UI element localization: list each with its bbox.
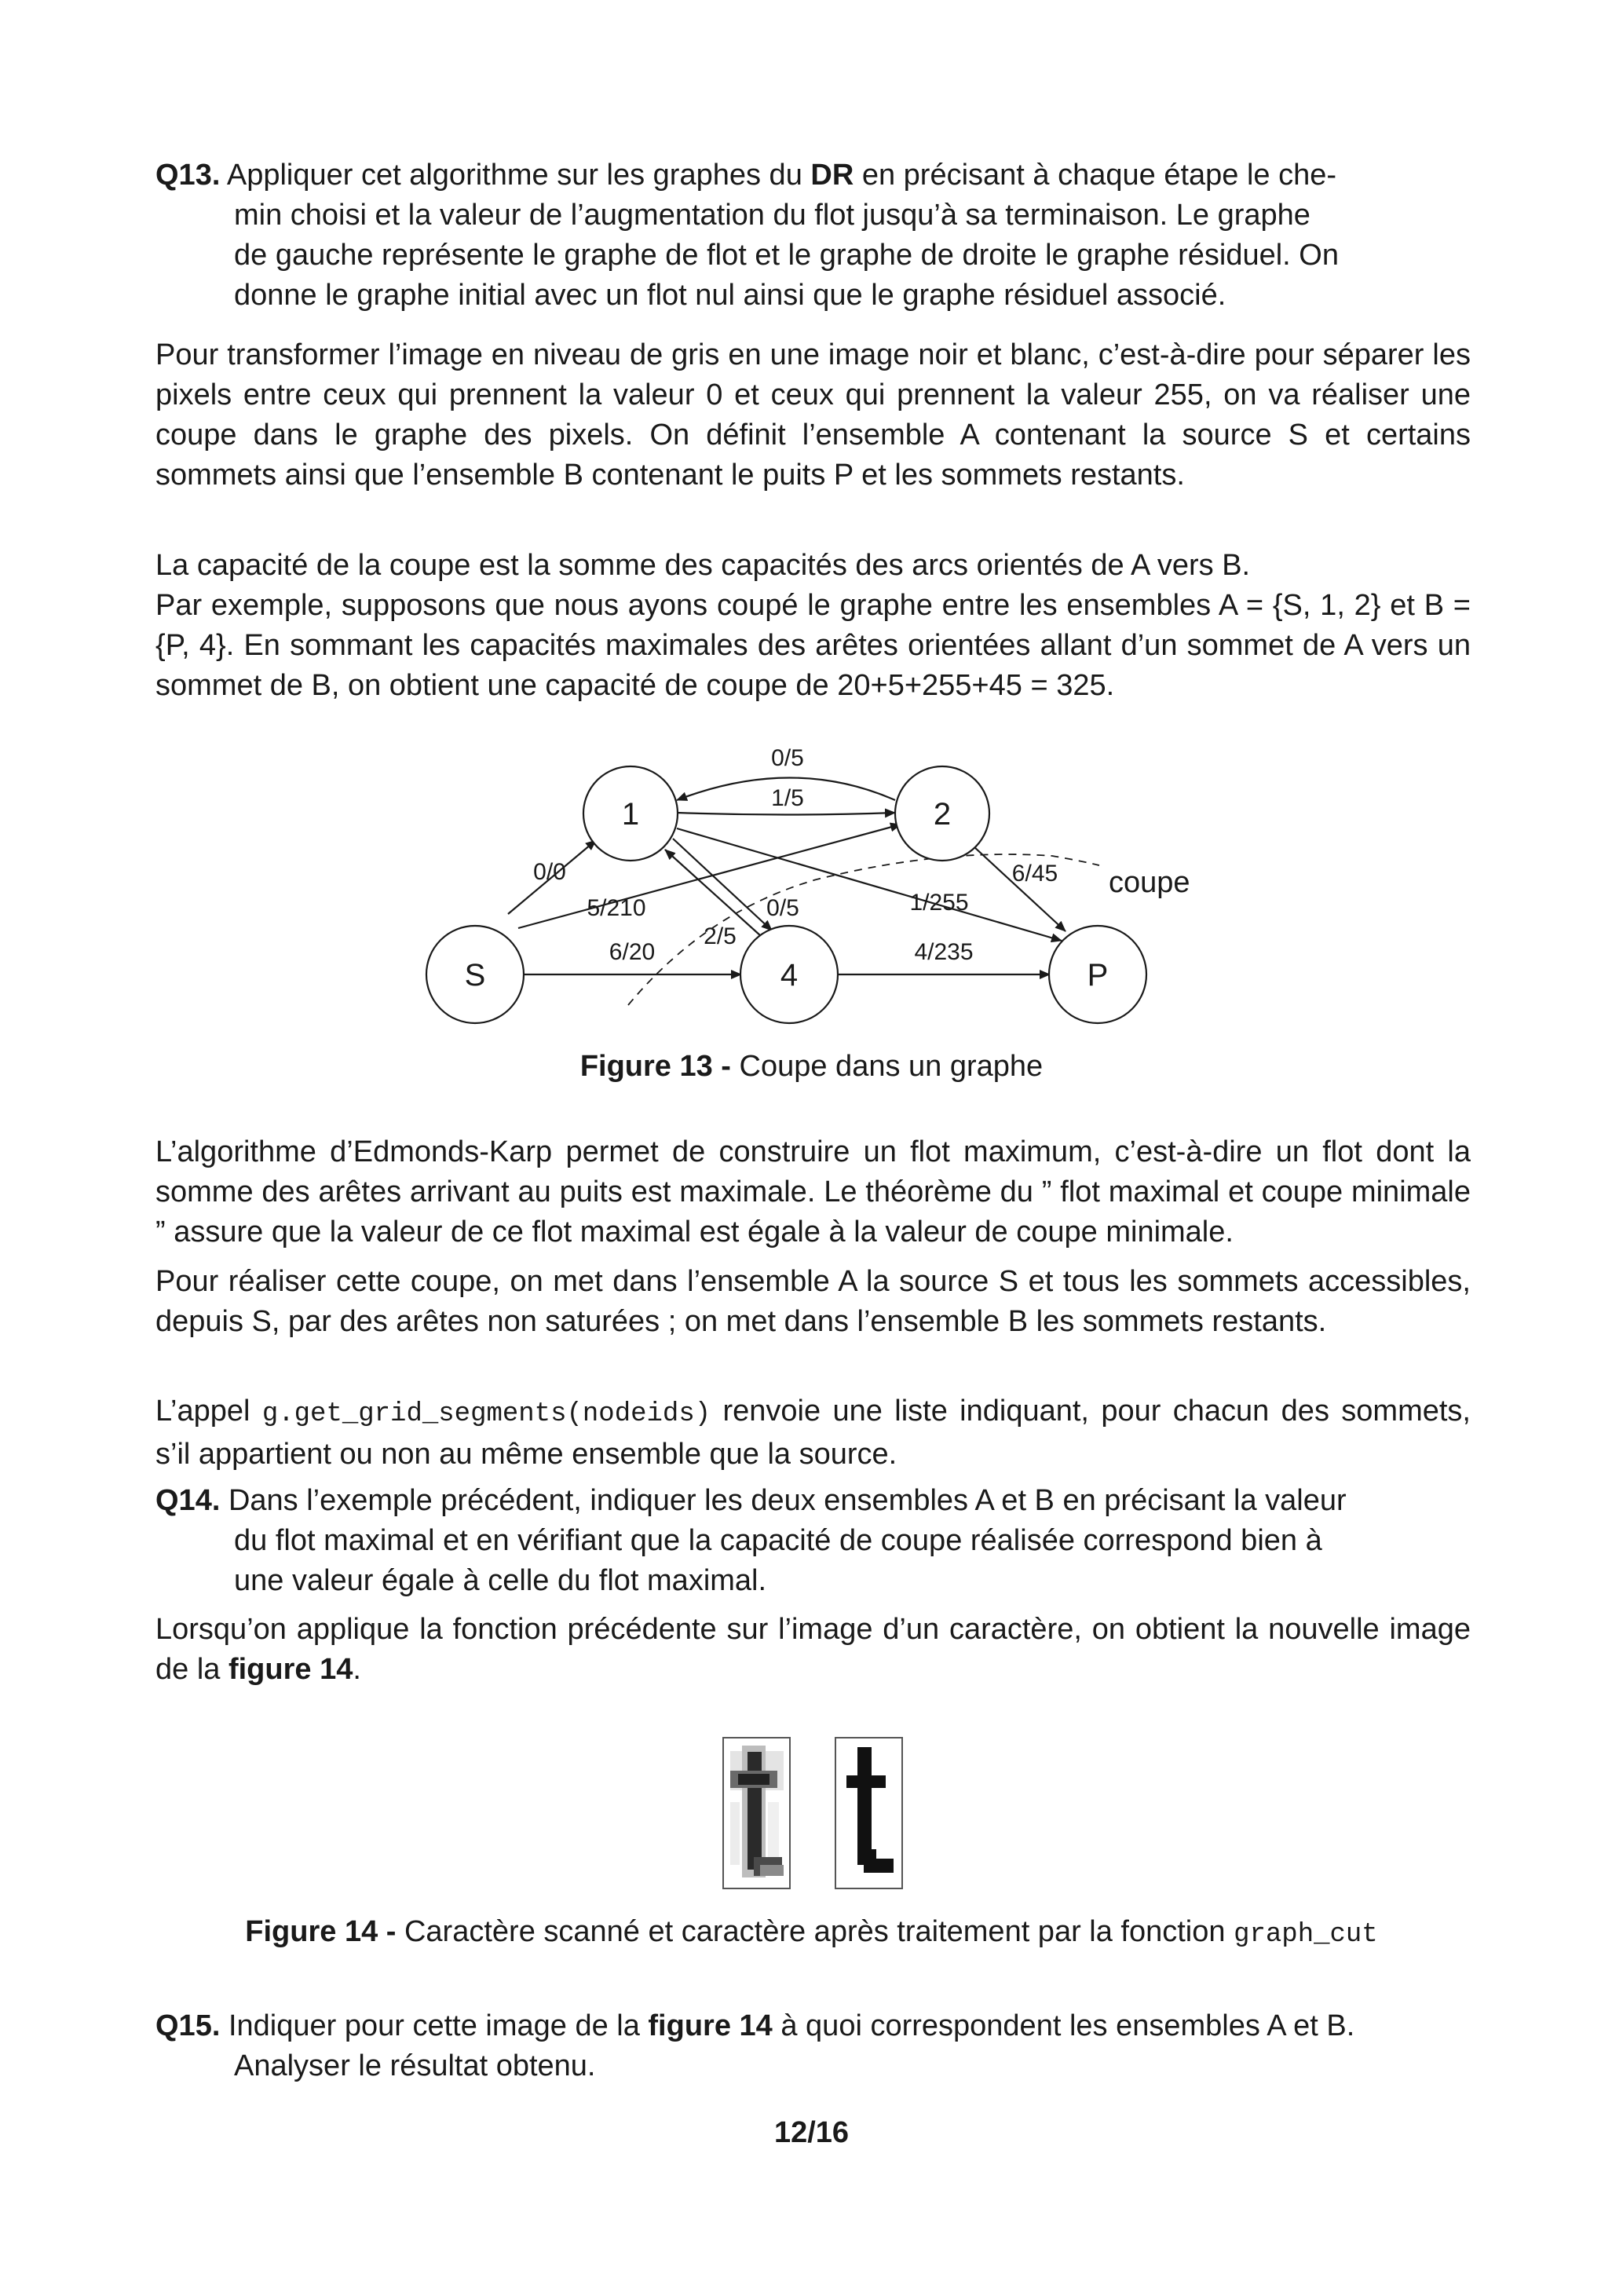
edge-s-1-label: 0/0 <box>533 859 566 885</box>
node-s-label: S <box>464 958 486 993</box>
question-15-label: Q15. <box>155 2009 221 2042</box>
question-13: Q13. Appliquer cet algorithme sur les graphes du DR en précisant à chaque étape le che- min choisi et la valeur de l’augmentation du flot jusqu’à sa terminaison. Le graphe de gauche représente le graphe de flot et le graphe de droite le graphe résiduel. On donne le graphe initial avec un flot nul ainsi que le graphe résiduel associé. <box>155 159 1339 312</box>
code-get-grid-segments: g.get_grid_segments(nodeids) <box>261 1399 711 1429</box>
paragraph-figure14-intro: Lorsqu’on applique la fonction précédente sur l’image d’un caractère, on obtient la nouvelle image de la figure 14. <box>155 1613 1471 1686</box>
question-13-label: Q13. <box>155 159 221 192</box>
cut-label: coupe <box>1109 866 1190 899</box>
question-14-label: Q14. <box>155 1484 221 1517</box>
edge-s-4-label: 6/20 <box>609 939 656 965</box>
edge-4-p-label: 4/235 <box>914 939 974 965</box>
question-14: Q14. Dans l’exemple précédent, indiquer les deux ensembles A et B en précisant la valeur du flot maximal et en vérifiant que la capacité de coupe réalisée correspond bien à une valeur égale à celle du flot maximal. <box>155 1484 1347 1597</box>
edge-2-p-label: 6/45 <box>1011 861 1058 887</box>
figure-13-graph <box>0 730 1623 1044</box>
node-4-label: 4 <box>780 958 799 993</box>
figure-13-caption: Figure 13 - Coupe dans un graphe <box>579 1050 1044 1083</box>
figure-14-caption: Figure 14 - Caractère scanné et caractère après traitement par la fonction graph_cut <box>245 1915 1378 1950</box>
paragraph-realiser-coupe: Pour réaliser cette coupe, on met dans l’ensemble A la source S et tous les sommets accessibles, depuis S, par des arêtes non saturées ; on met dans l’ensemble B les sommets restants. <box>155 1265 1471 1338</box>
paragraph-coupe-intro: Pour transformer l’image en niveau de gris en une image noir et blanc, c’est-à-dire pour séparer les pixels entre ceux qui prennent la valeur 0 et ceux qui prennent la valeur 255, on va réaliser une coupe dans le graphe des pixels. On définit l’ensemble A contenant la source S et certains sommets ainsi que l’ensemble B contenant le puits P et les sommets restants. <box>155 338 1471 492</box>
scanned-character-image <box>723 1738 790 1888</box>
edge-1-p-label: 1/255 <box>909 890 969 916</box>
edge-4-1-label: 2/5 <box>704 923 737 949</box>
paragraph-appel: L’appel g.get_grid_segments(nodeids) renvoie une liste indiquant, pour chacun des sommets, s’il appartient ou non au même ensemble que la source. <box>155 1395 1471 1471</box>
paragraph-capacite: La capacité de la coupe est la somme des capacités des arcs orientés de A vers B. Par exemple, supposons que nous ayons coupé le graphe entre les ensembles A = {S, 1, 2} et B = {P, 4}. En sommant les capacités maximales des arêtes orientées allant d’un sommet de A vers un sommet de B, on obtient une capacité de coupe de 20+5+255+45 = 325. <box>155 549 1471 702</box>
node-2-label: 2 <box>933 797 952 832</box>
node-p-label: P <box>1087 958 1109 993</box>
processed-character-image <box>835 1738 902 1888</box>
edge-s-2-label: 5/210 <box>587 895 646 921</box>
question-15: Q15. Indiquer pour cette image de la figure 14 à quoi correspondent les ensembles A et B. Analyser le résultat obtenu. <box>155 2009 1355 2082</box>
edge-1-4-label: 0/5 <box>766 895 799 921</box>
edge-1-2 <box>677 813 895 815</box>
page-number: 12/16 <box>773 2116 850 2149</box>
edge-1-2-label: 1/5 <box>771 785 804 811</box>
paragraph-edmonds-karp: L’algorithme d’Edmonds-Karp permet de construire un flot maximum, c’est-à-dire un flot dont la somme des arêtes arrivant au puits est maximale. Le théorème du ” flot maximal et coupe minimale ” assure que la valeur de ce flot maximal est égale à la valeur de coupe minimale. <box>155 1135 1471 1249</box>
node-1-label: 1 <box>621 797 640 832</box>
edge-2-1-label: 0/5 <box>771 745 804 771</box>
figure-14-images <box>0 1724 1623 1904</box>
